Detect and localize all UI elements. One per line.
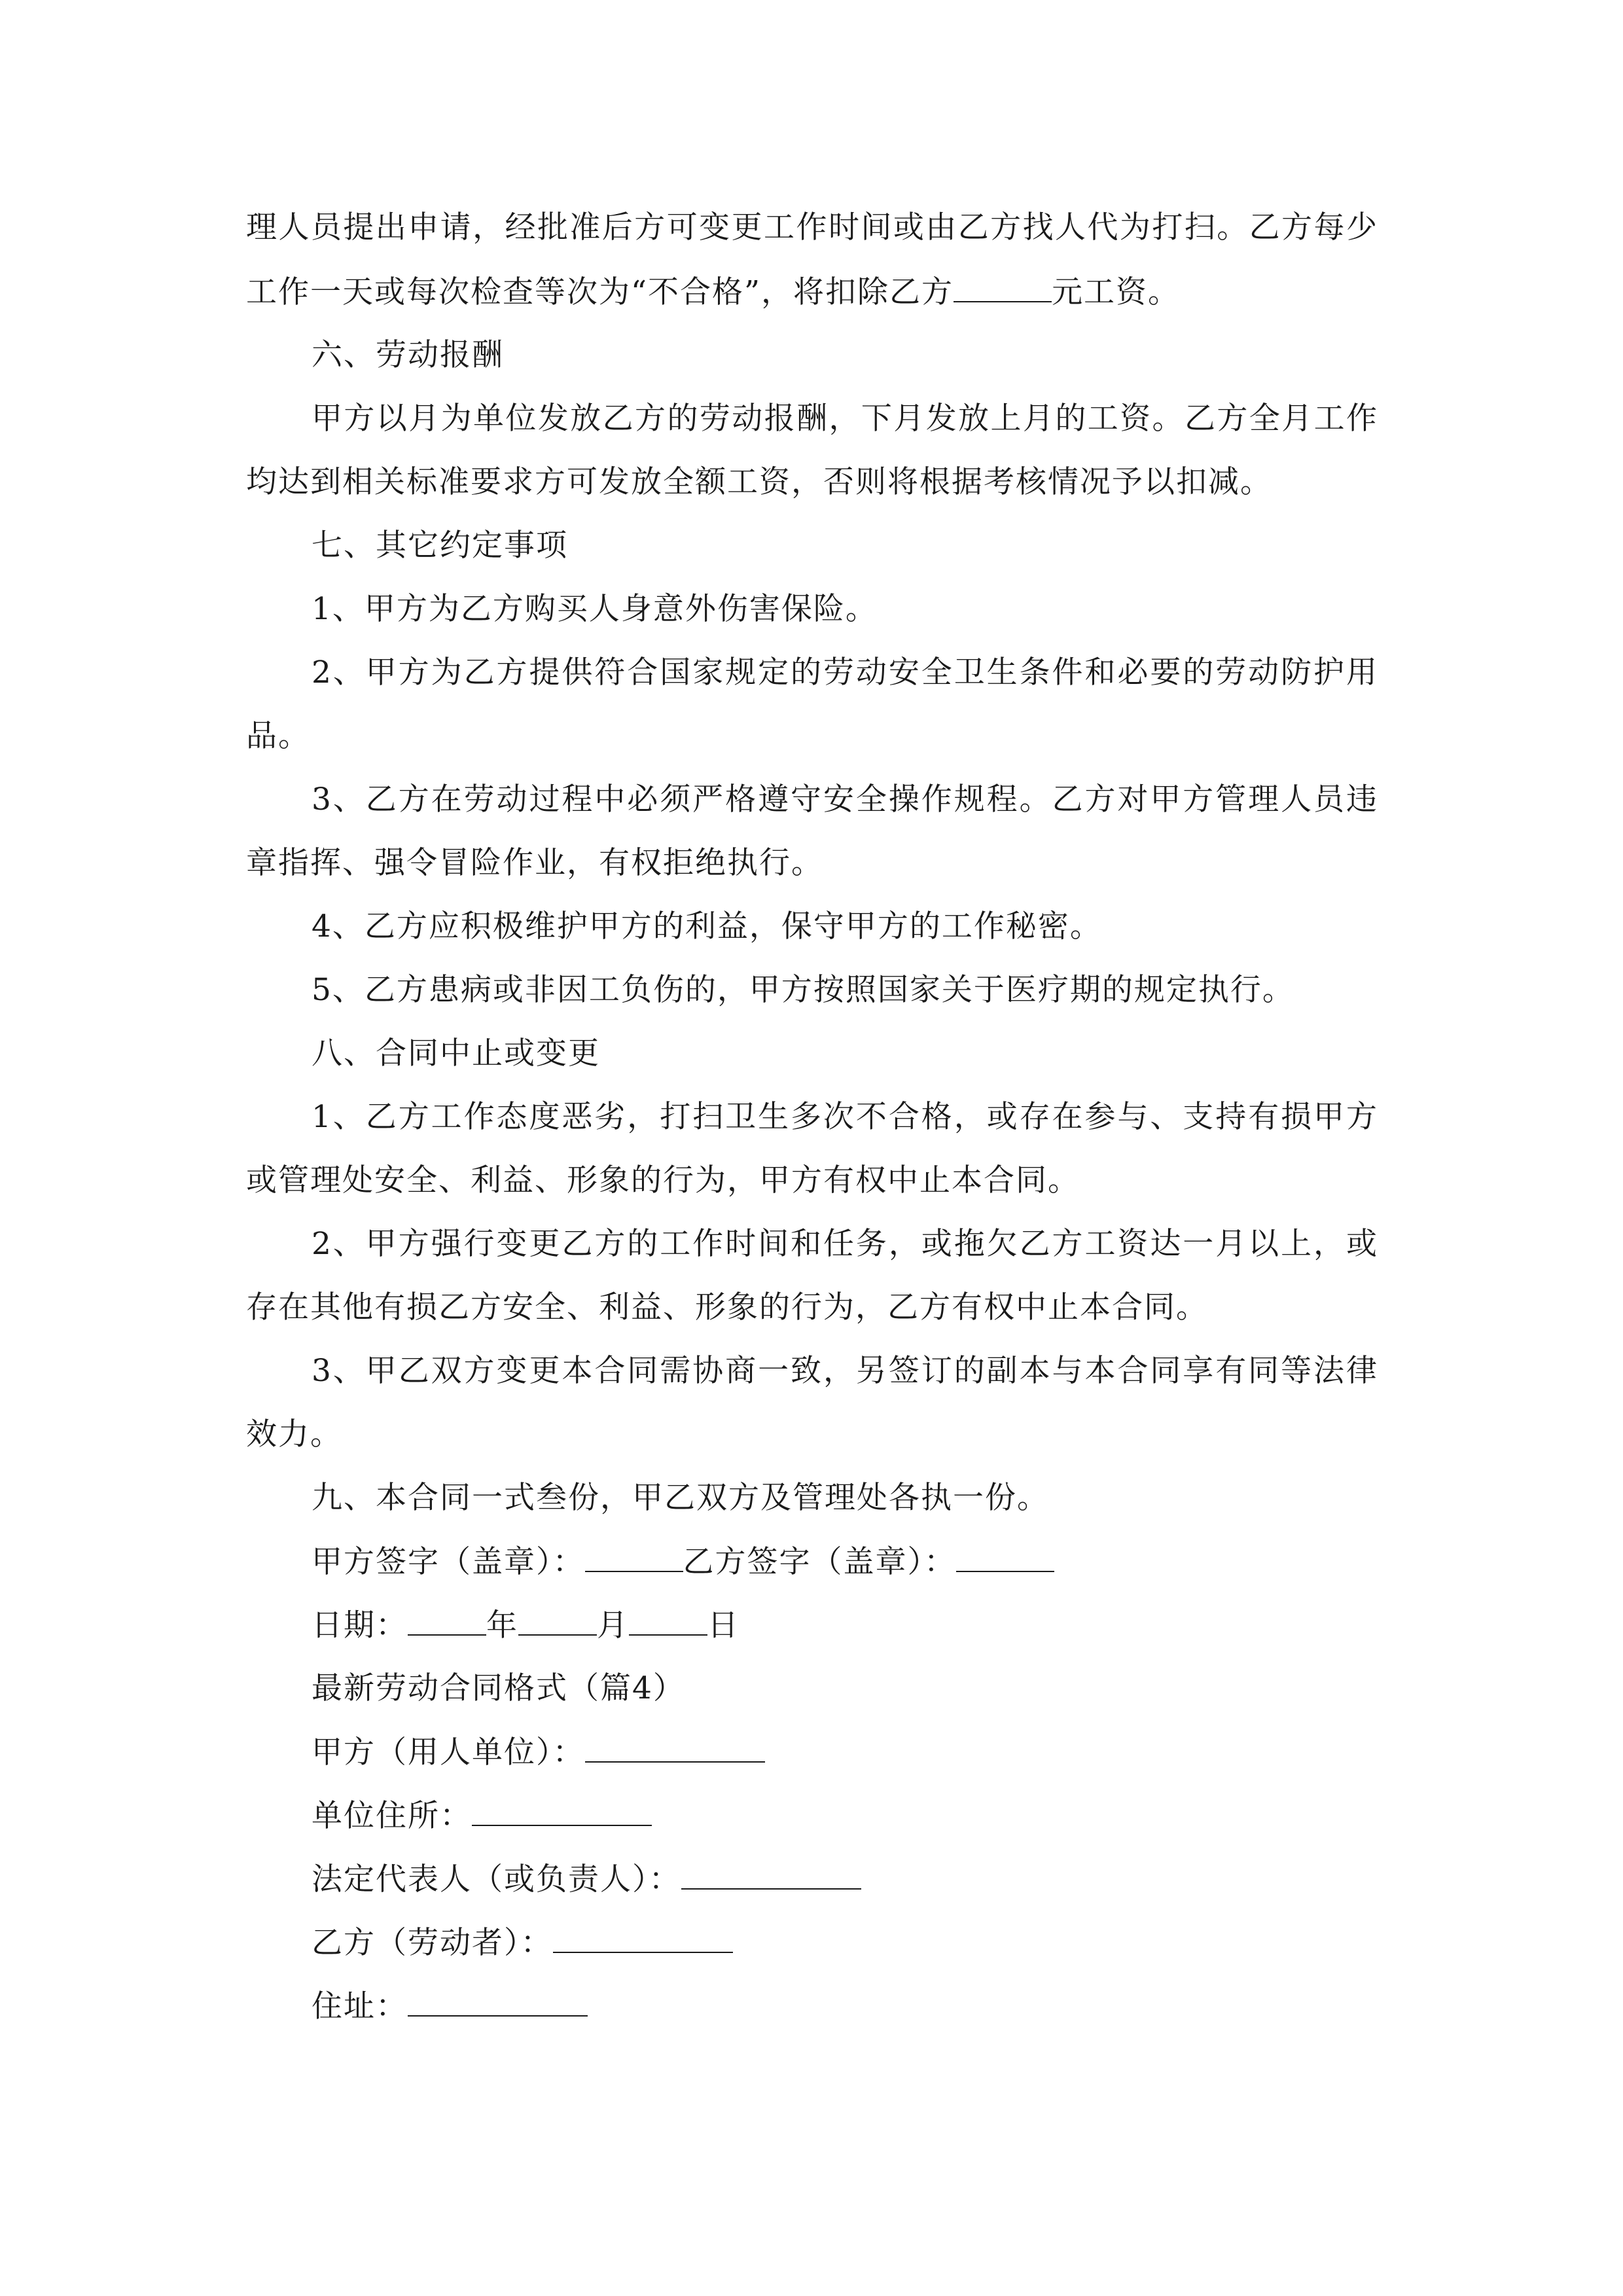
employee-label: 乙方（劳动者）：: [312, 1925, 553, 1961]
year-label: 年: [486, 1607, 518, 1643]
address-label: 单位住所：: [312, 1798, 472, 1834]
legal-rep-blank[interactable]: [681, 1859, 861, 1890]
legal-rep-label: 法定代表人（或负责人）：: [312, 1861, 681, 1897]
date-label: 日期：: [312, 1607, 408, 1643]
paragraph-line-with-blank: [246, 272, 1378, 312]
list-item-continuation: 存在其他有损乙方安全、利益、形象的行为，乙方有权中止本合同。: [246, 1289, 1208, 1325]
list-item: 3、乙方在劳动过程中必须严格遵守安全操作规程。乙方对甲方管理人员违: [312, 781, 1378, 817]
employer-blank[interactable]: [585, 1732, 765, 1763]
employer-field: [312, 1732, 1378, 1772]
paragraph-line: 理人员提出申请，经批准后方可变更工作时间或由乙方找人代为打扫。乙方每少: [246, 209, 1378, 245]
residence-field: [312, 1986, 1378, 2026]
text-fragment: 元工资。: [1052, 274, 1181, 310]
list-item: 5、乙方患病或非因工负伤的，甲方按照国家关于医疗期的规定执行。: [312, 972, 1294, 1008]
address-blank[interactable]: [472, 1796, 652, 1826]
employee-blank[interactable]: [553, 1923, 733, 1953]
list-item: 1、乙方工作态度恶劣，打扫卫生多次不合格，或存在参与、支持有损甲方: [312, 1099, 1378, 1135]
signature-line: [312, 1542, 1378, 1581]
residence-blank[interactable]: [408, 1986, 588, 2017]
employer-label: 甲方（用人单位）：: [312, 1734, 585, 1770]
section-heading: 八、合同中止或变更: [312, 1035, 600, 1071]
section-heading: 七、其它约定事项: [312, 528, 568, 564]
day-blank[interactable]: [629, 1605, 707, 1636]
list-item-continuation: 章指挥、强令冒险作业，有权拒绝执行。: [246, 845, 823, 881]
month-label: 月: [597, 1607, 629, 1643]
list-item: 2、甲方为乙方提供符合国家规定的劳动安全卫生条件和必要的劳动防护用: [312, 655, 1378, 691]
residence-label: 住址：: [312, 1988, 408, 2024]
date-line: [312, 1605, 1378, 1645]
month-blank[interactable]: [518, 1605, 597, 1636]
text-fragment: 工作一天或每次检查等次为“不合格”，将扣除乙方: [246, 274, 954, 310]
list-item-continuation: 效力。: [246, 1416, 342, 1452]
address-field: [312, 1796, 1378, 1835]
document-title: 最新劳动合同格式（篇4）: [312, 1670, 685, 1706]
list-item: 2、甲方强行变更乙方的工作时间和任务，或拖欠乙方工资达一月以上，或: [312, 1226, 1378, 1262]
list-item-continuation: 品。: [246, 718, 310, 754]
party-a-sign-blank[interactable]: [585, 1542, 683, 1572]
legal-rep-field: [312, 1859, 1378, 1899]
party-b-sign-blank[interactable]: [956, 1542, 1054, 1572]
fill-in-blank[interactable]: [954, 272, 1052, 302]
list-item-continuation: 或管理处安全、利益、形象的行为，甲方有权中止本合同。: [246, 1162, 1080, 1198]
paragraph-line: 均达到相关标准要求方可发放全额工资，否则将根据考核情况予以扣减。: [246, 464, 1272, 500]
paragraph-line: 甲方以月为单位发放乙方的劳动报酬，下月发放上月的工资。乙方全月工作: [312, 401, 1378, 437]
employee-field: [312, 1923, 1378, 1962]
list-item: 4、乙方应积极维护甲方的利益，保守甲方的工作秘密。: [312, 908, 1102, 944]
party-a-sign-label: 甲方签字（盖章）：: [312, 1544, 585, 1580]
list-item: 1、甲方为乙方购买人身意外伤害保险。: [312, 591, 878, 627]
section-heading: 九、本合同一式叁份，甲乙双方及管理处各执一份。: [312, 1480, 1049, 1516]
party-b-sign-label: 乙方签字（盖章）：: [683, 1544, 956, 1580]
list-item: 3、甲乙双方变更本合同需协商一致，另签订的副本与本合同享有同等法律: [312, 1353, 1378, 1389]
section-heading: 六、劳动报酬: [312, 337, 504, 373]
year-blank[interactable]: [408, 1605, 486, 1636]
day-label: 日: [707, 1607, 740, 1643]
